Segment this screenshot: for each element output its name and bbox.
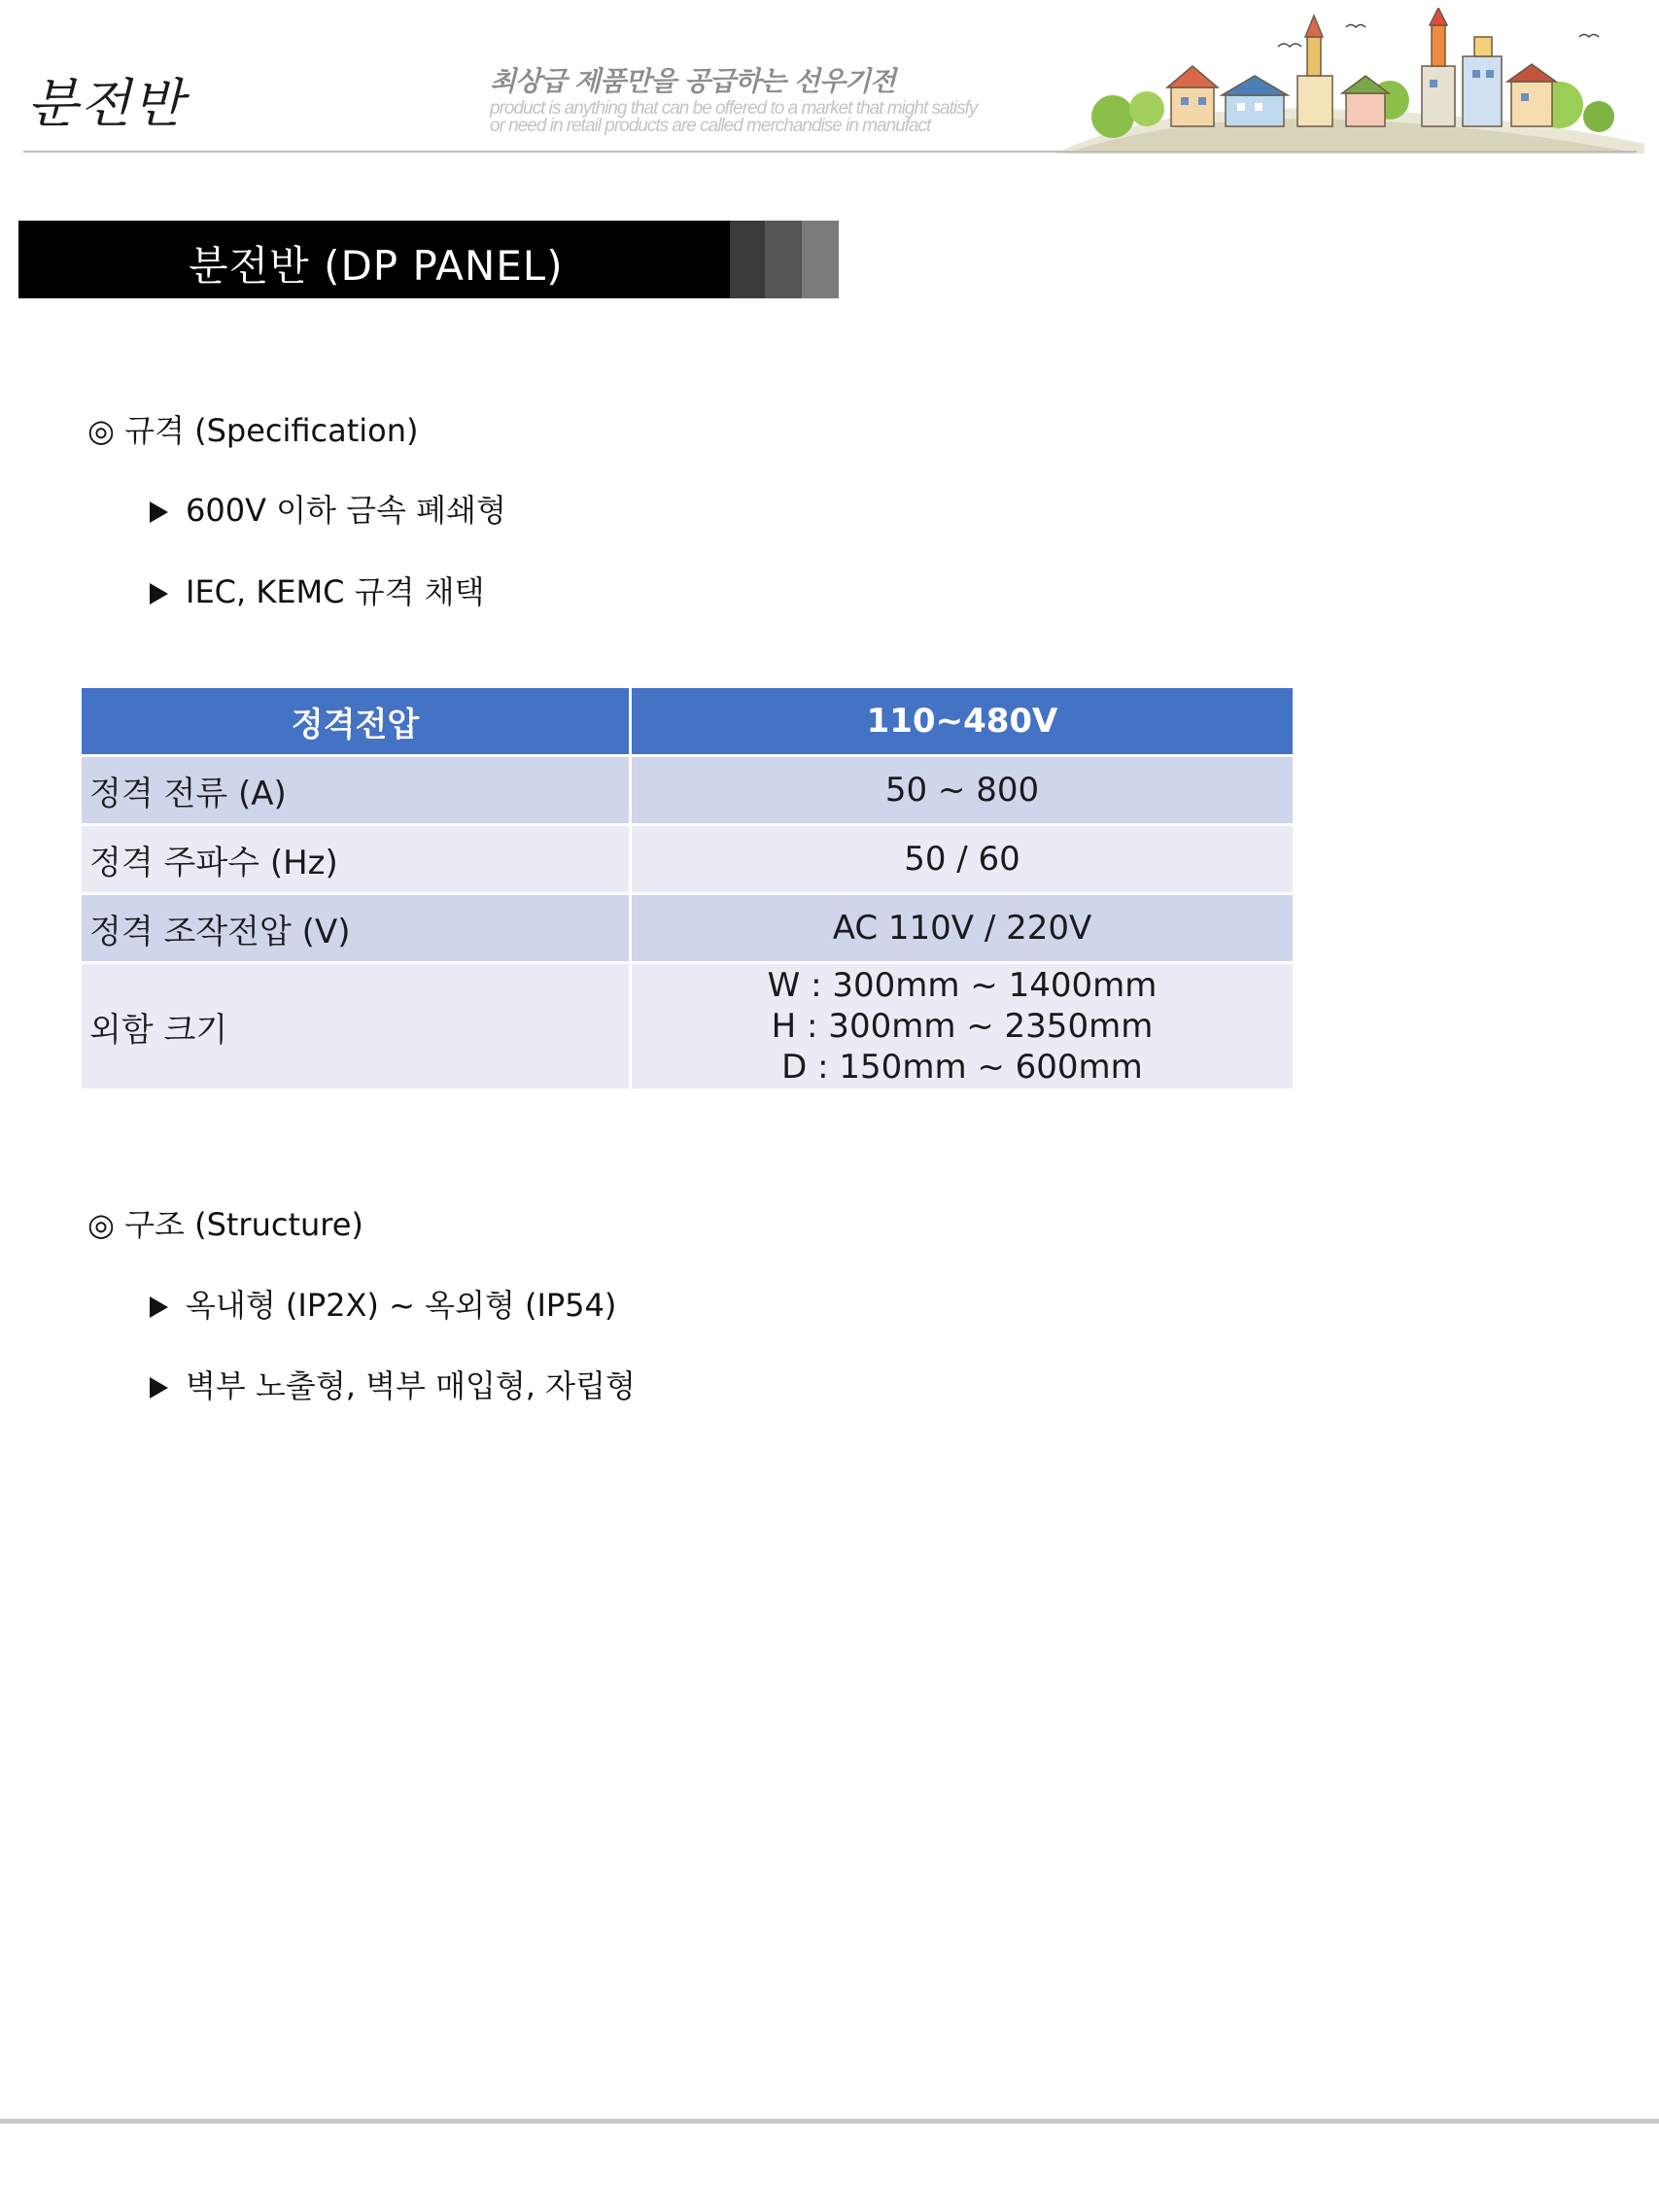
table-row-label: 정격 전류 (A) — [82, 757, 632, 826]
title-bar — [18, 221, 839, 298]
spec-table — [82, 688, 1293, 1091]
triangle-bullet-icon — [150, 583, 168, 605]
footer-divider — [0, 2119, 1659, 2124]
structure-bullet — [150, 1362, 636, 1406]
table-header-cell: 110~480V — [632, 688, 1293, 757]
tagline: 최상급 제품만을 공급하는 선우기전 — [490, 65, 895, 97]
triangle-bullet-icon — [150, 501, 168, 523]
title-bar-shade — [802, 221, 839, 298]
table-header-cell: 정격전압 — [82, 688, 632, 757]
structure-heading: ◎ 구조 (Structure) — [87, 1206, 363, 1243]
spec-bullet — [150, 486, 506, 531]
dimension-line: W : 300mm ~ 1400mm — [767, 966, 1158, 1005]
table-row — [82, 895, 1293, 964]
structure-bullet-text: 벽부 노출형, 벽부 매입형, 자립형 — [186, 1367, 636, 1404]
table-row — [82, 826, 1293, 895]
table-row-value: 50 / 60 — [632, 826, 1293, 895]
town-illustration — [1054, 8, 1644, 154]
structure-bullet-text: 옥내형 (IP2X) ~ 옥외형 (IP54) — [186, 1287, 617, 1324]
spec-bullet-text: 600V 이하 금속 폐쇄형 — [186, 492, 506, 529]
title-bar-shade — [765, 221, 804, 298]
table-row — [82, 757, 1293, 826]
table-row-label: 외함 크기 — [82, 964, 632, 1091]
triangle-bullet-icon — [150, 1377, 168, 1399]
tagline-subtext-line-1: product is anything that can be offered to a market that might satisfy — [490, 98, 978, 119]
header-divider — [23, 151, 1637, 153]
spec-bullet-text: IEC, KEMC 규격 채택 — [186, 573, 485, 610]
triangle-bullet-icon — [150, 1296, 168, 1318]
table-row-value: AC 110V / 220V — [632, 895, 1293, 964]
tagline-subtext — [490, 100, 977, 135]
table-row-value: 50 ~ 800 — [632, 757, 1293, 826]
spec-bullet — [150, 568, 485, 612]
table-row-value — [632, 964, 1293, 1091]
table-row — [82, 964, 1293, 1091]
table-row-label: 정격 주파수 (Hz) — [82, 826, 632, 895]
dimension-line: H : 300mm ~ 2350mm — [771, 1007, 1154, 1046]
table-header-row — [82, 688, 1293, 757]
table-row-label: 정격 조작전압 (V) — [82, 895, 632, 964]
dimension-line: D : 150mm ~ 600mm — [781, 1048, 1143, 1087]
tagline-subtext-line-2: or need in retail products are called merchandise in manufact — [490, 116, 931, 136]
structure-bullet — [150, 1281, 616, 1326]
spec-heading: ◎ 규격 (Specification) — [87, 412, 419, 449]
logo-text: 분전반 — [27, 73, 186, 134]
page-title: 분전반 (DP PANEL) — [189, 242, 564, 290]
